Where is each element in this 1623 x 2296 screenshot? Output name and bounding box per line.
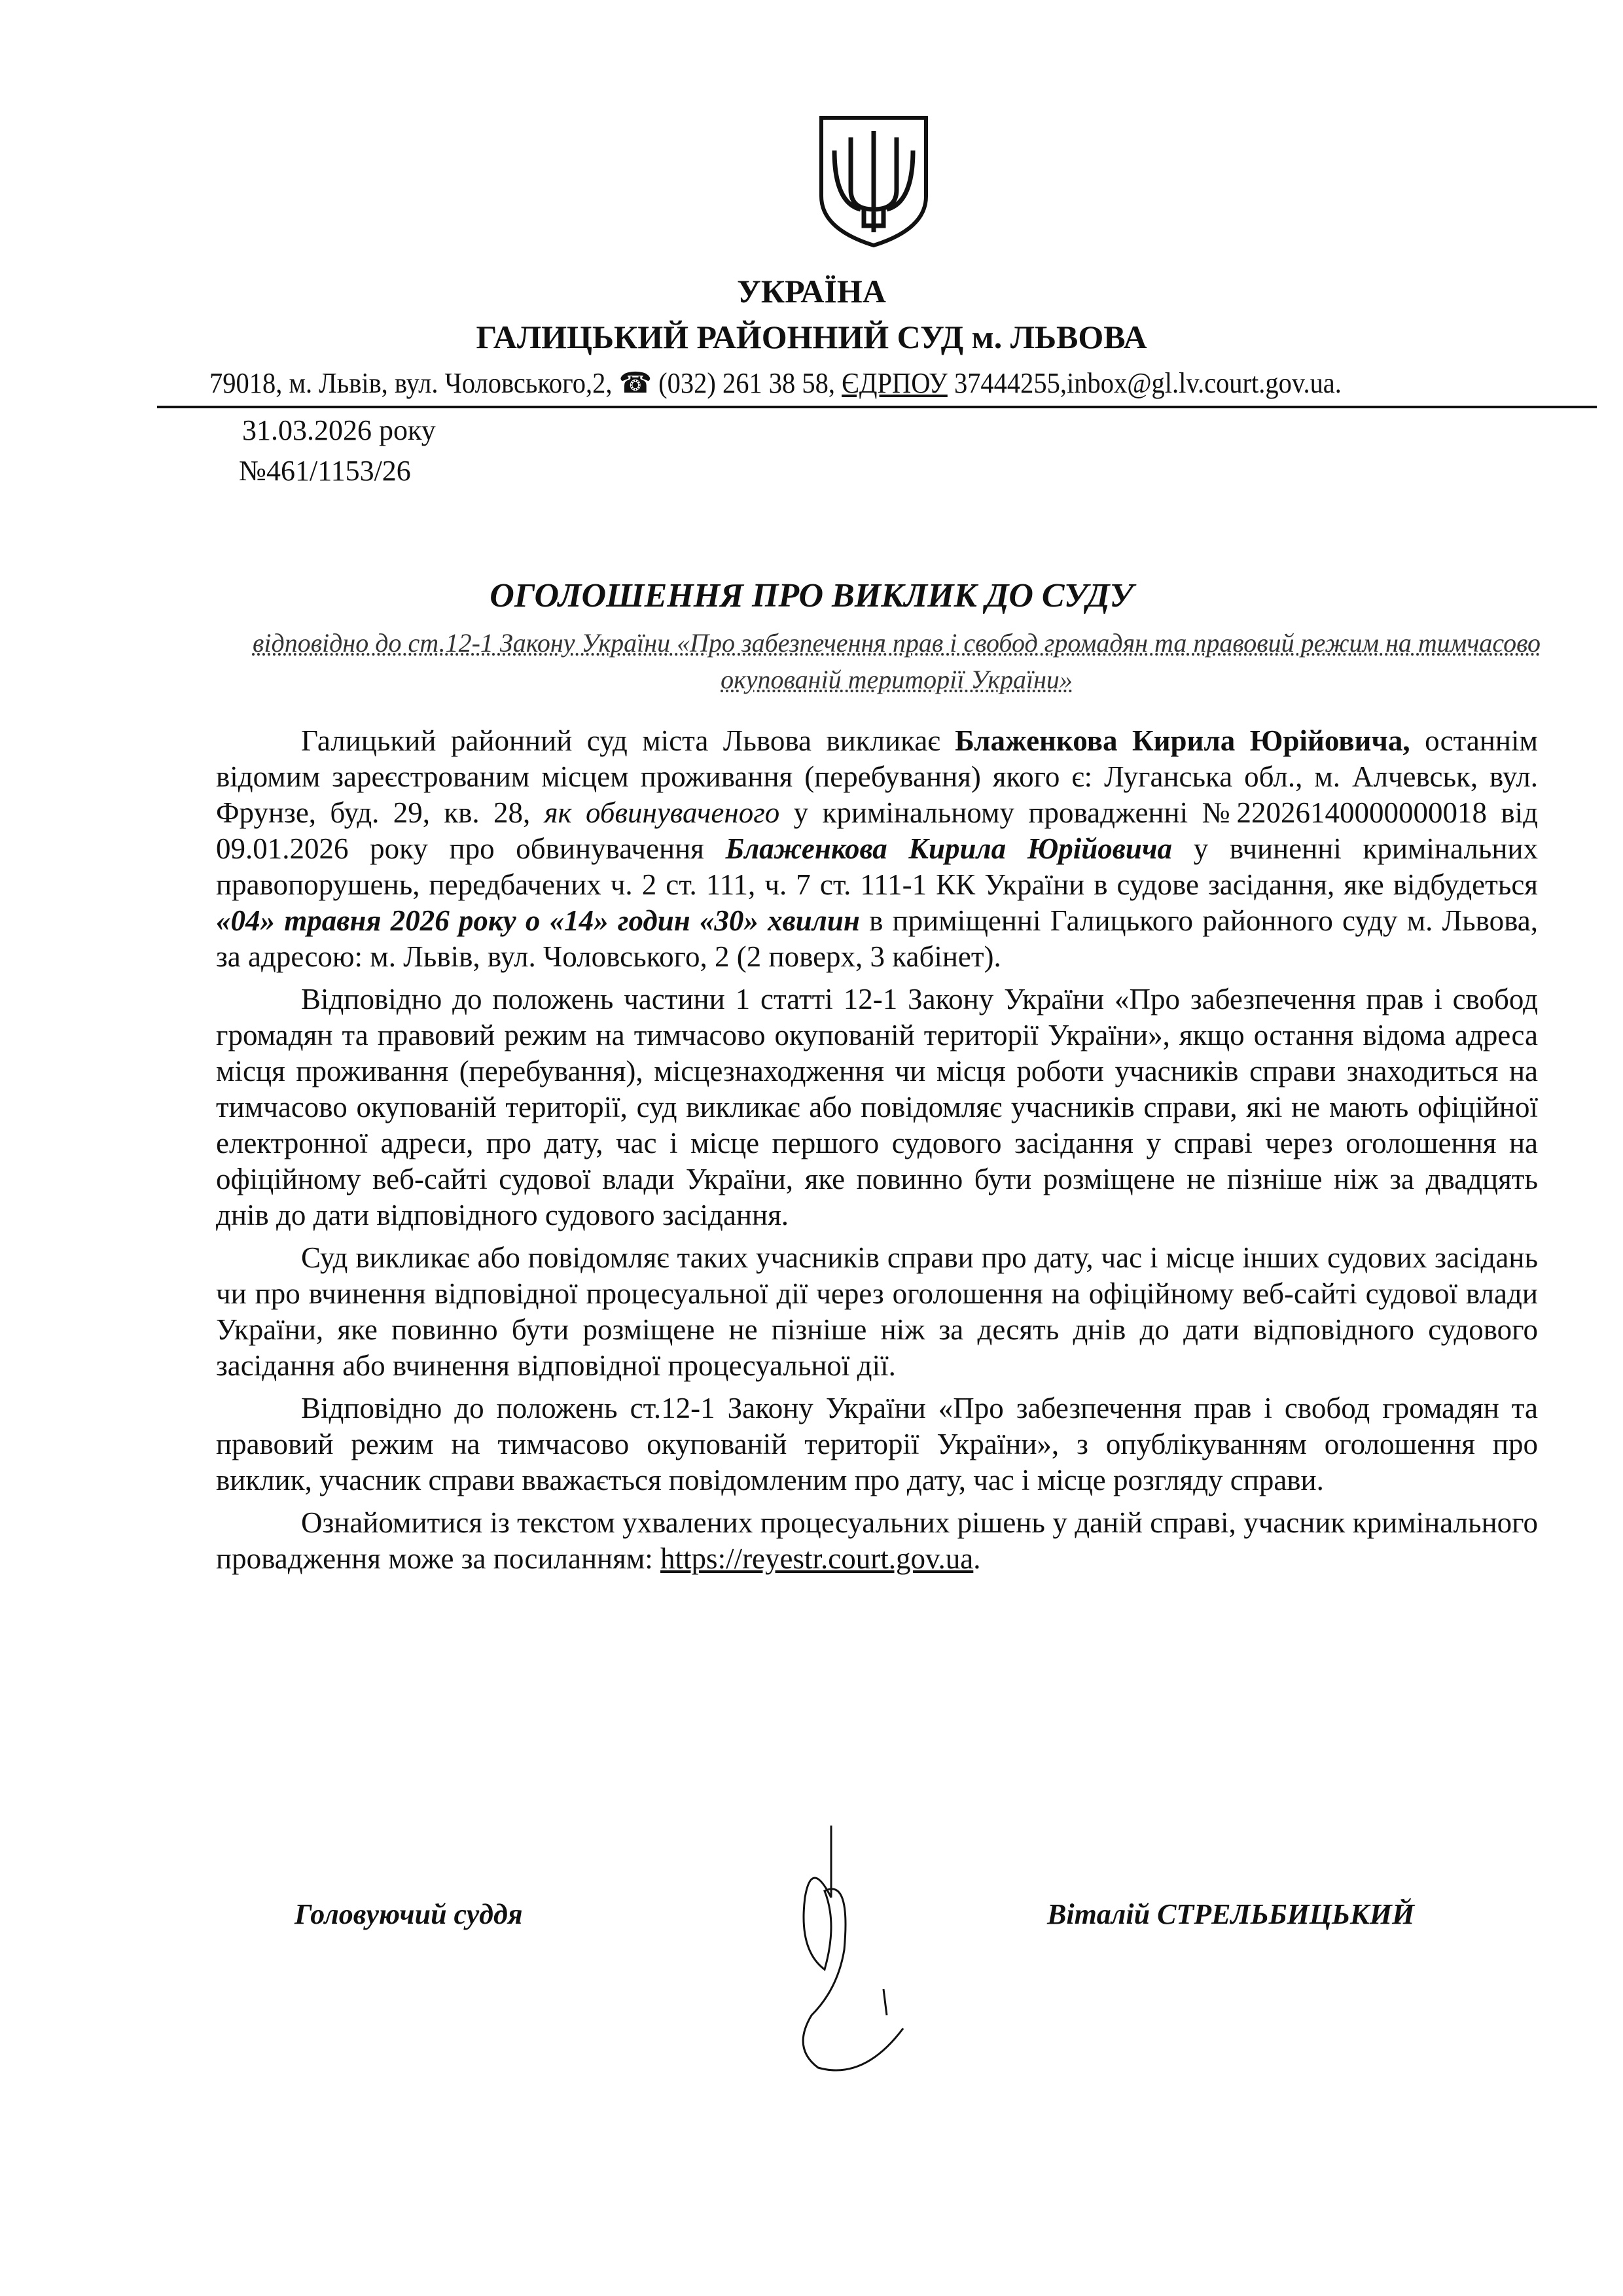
judge-role: Головуючий суддя <box>294 1898 523 1930</box>
judge-name: Віталій СТРЕЛЬБИЦЬКИЙ <box>1047 1898 1415 1930</box>
hearing-datetime: «04» травня 2026 року о «14» годин «30» хвилин <box>216 904 860 937</box>
notice-title: ОГОЛОШЕННЯ ПРО ВИКЛИК ДО СУДУ <box>490 577 1133 614</box>
paragraph-summons <box>216 723 1538 975</box>
handwritten-signature <box>733 1819 942 2094</box>
notice-body <box>216 723 1538 1583</box>
edrpou-label: ЄДРПОУ <box>842 367 948 399</box>
telephone-icon: ☎ <box>618 367 652 399</box>
text-segment: останнім відомим зареєстрованим місцем проживання (перебування) якого є: Луганська обл., м. Алчевськ, вул. Фрунзе, буд. 29, кв. 28, <box>216 724 1538 829</box>
coat-of-arms-trident-icon <box>815 111 933 249</box>
text-segment: у кримінальному провадженні №22026140000000018 від 09.01.2026 року про обвинувачення <box>216 796 1538 865</box>
notice-subtitle <box>236 625 1558 698</box>
header-divider <box>157 406 1597 408</box>
court-name-heading: ГАЛИЦЬКИЙ РАЙОННИЙ СУД м. ЛЬВОВА <box>476 319 1147 355</box>
accused-name-italic: Блаженкова Кирила Юрійовича <box>725 832 1173 865</box>
paragraph-law-other-hearings: Суд викликає або повідомляє таких учасників справи про дату, час і місце інших судових засідань чи про вчинення відповідної процесуальної дії через оголошення на офіційному веб-сайті судової влади України, яке повинно бути розміщене не пізніше ніж за десять днів до дати відповідного судового засідання або вчинення відповідної процесуальної дії. <box>216 1241 1538 1382</box>
subtitle-text: відповідно до ст.12-1 Закону України «Про забезпечення прав і свобод громадян та правовий режим на тимчасово окупованій території України» <box>252 628 1541 694</box>
paragraph-notification-effect: Відповідно до положень ст.12-1 Закону України «Про забезпечення прав і свобод громадян та правовий режим на тимчасово окупованій території України», з опублікуванням оголошення про виклик, учасник справи вважається повідомленим про дату, час і місце розгляду справи. <box>216 1392 1538 1496</box>
accused-name: Блаженкова Кирила Юрійовича, <box>955 724 1410 757</box>
country-heading: УКРАЇНА <box>737 273 886 309</box>
accused-role: як обвинуваченого <box>544 796 780 829</box>
paragraph-registry-link <box>216 1505 1538 1577</box>
paragraph-law-first-hearing: Відповідно до положень частини 1 статті 12-1 Закону України «Про забезпечення прав і свобод громадян та правовий режим на тимчасово окупованій території України», якщо остання відома адреса місця проживання (перебування), місцезнаходження чи місця роботи учасників справи знаходиться на тимчасово окупованій території, суд викликає або повідомляє учасників справи, які не мають офіційної електронної адреси, про дату, час і місце першого судового засідання у справі через оголошення на офіційному веб-сайті судової влади України, яке повинно бути розміщене не пізніше ніж за двадцять днів до дати відповідного судового засідання. <box>216 983 1538 1231</box>
court-address: 79018, м. Львів, вул. Чоловського,2, <box>209 367 613 399</box>
registry-link[interactable]: https://reyestr.court.gov.ua <box>660 1542 974 1575</box>
court-phone: (032) 261 38 58, <box>658 367 836 399</box>
text-segment: в приміщенні Галицького районного суду м. Львова, за адресою: м. Львів, вул. Чоловського, 2 (2 поверх, 3 кабінет). <box>216 904 1538 973</box>
text-segment: Галицький районний суд міста Львова викликає <box>301 724 955 757</box>
text-segment: Ознайомитися із текстом ухвалених процесуальних рішень у даній справі, учасник кримінального провадження може за посиланням: <box>216 1506 1538 1575</box>
text-segment: . <box>973 1542 981 1575</box>
edrpou-email: 37444255,inbox@gl.lv.court.gov.ua. <box>954 367 1342 399</box>
court-address-line <box>209 366 1342 400</box>
document-date: 31.03.2026 року <box>242 414 436 446</box>
text-segment: у вчиненні кримінальних правопорушень, передбачених ч. 2 ст. 111, ч. 7 ст. 111-1 КК України в судове засідання, яке відбудеться <box>216 832 1538 901</box>
document-number: №461/1153/26 <box>239 455 411 487</box>
